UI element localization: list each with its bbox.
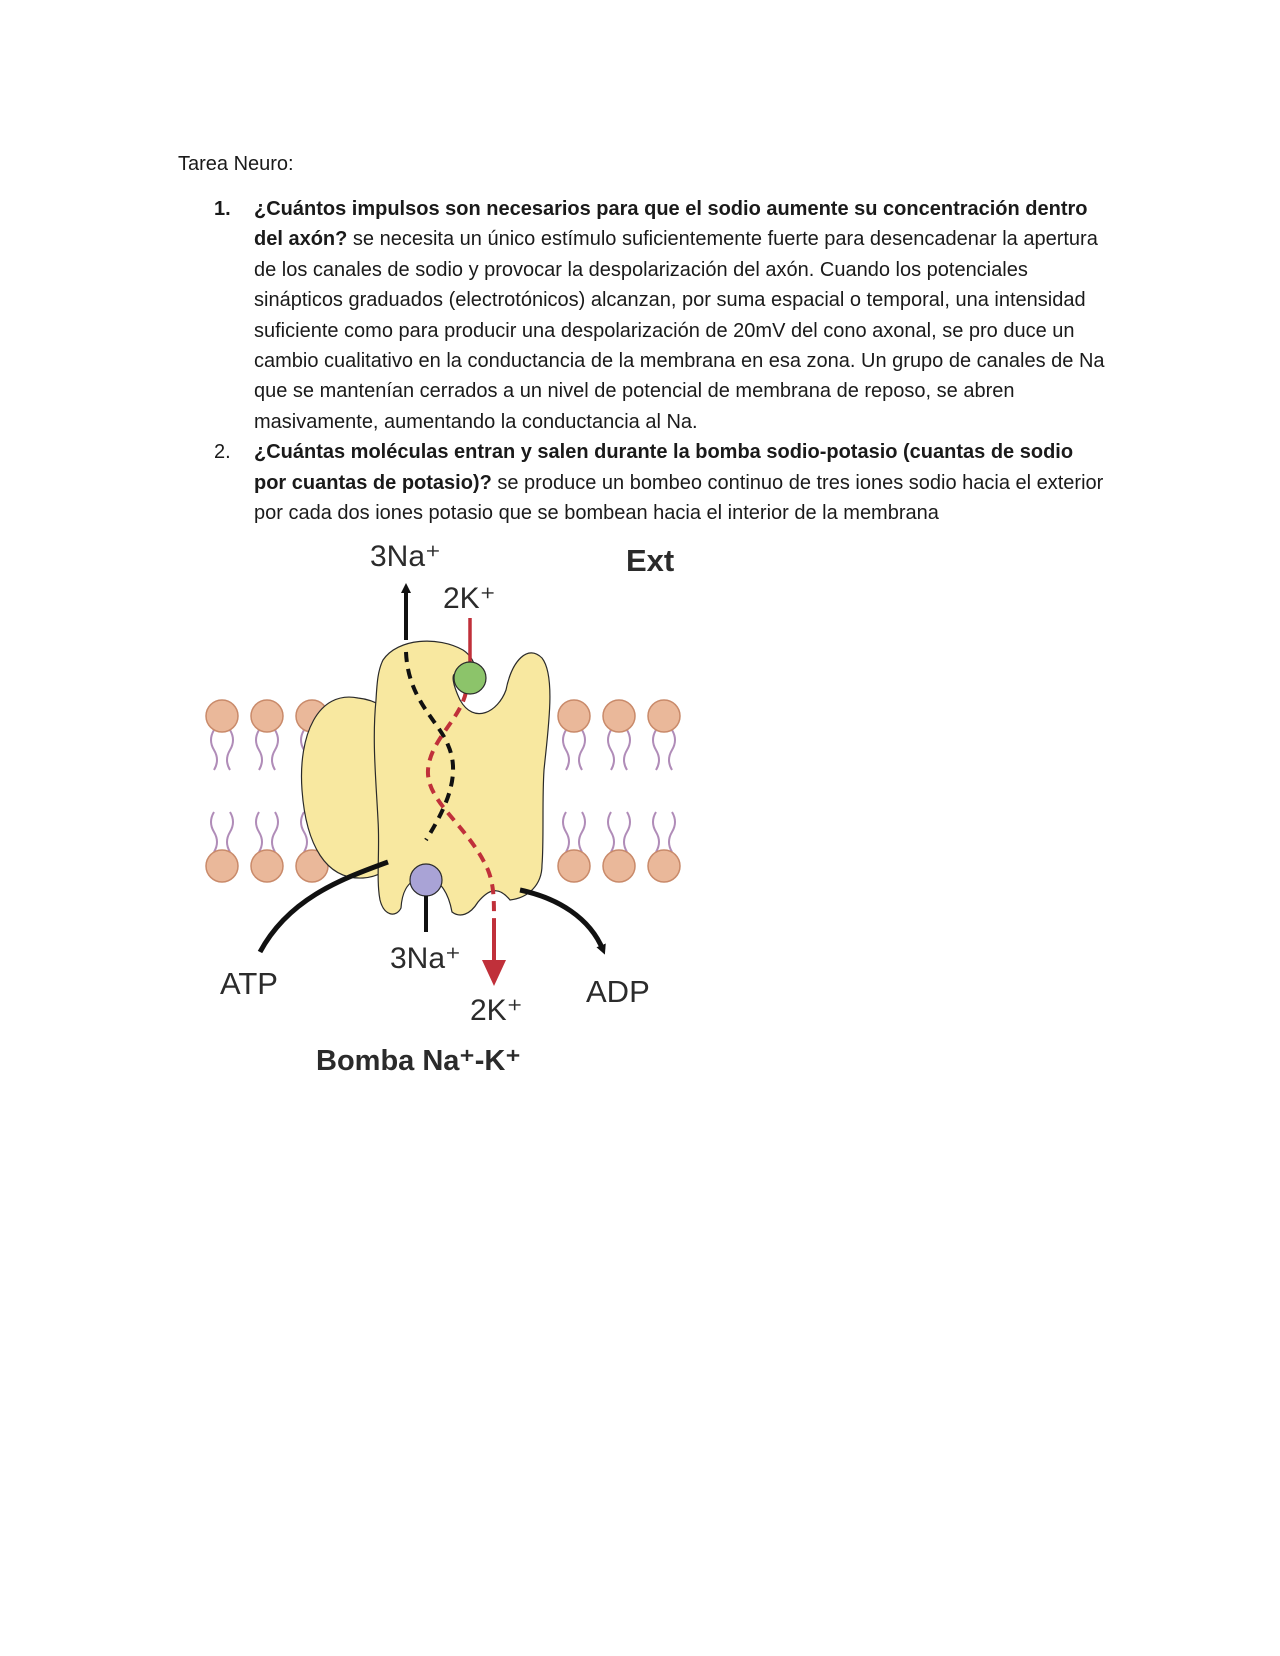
lipid-head (558, 700, 590, 732)
lipid-tail (256, 812, 262, 852)
list-number: 1. (214, 198, 231, 220)
lipid-tail (563, 812, 569, 852)
lipid-tail (608, 730, 614, 770)
lipid-tail (563, 730, 569, 770)
lipid-tail (211, 730, 217, 770)
answer-text: se necesita un único estímulo suficientemente fuerte para desencadenar la apertura de los canales de sodio y provocar la despolarización del axón. Cuando los potenciales sinápticos graduados (electrotónicos) alcanzan, por suma espacial o temporal, una intensidad suficiente como para producir una despolarización de 20mV del cono axonal, se pro duce un cambio cualitativo en la conductancia de la membrana en esa zona. Un grupo de canales de Na que se mantenían cerrados a un nivel de potencial de membrana de reposo, se abren masivamente, aumentando la conductancia al Na. (254, 228, 1105, 433)
list-item (204, 437, 1109, 528)
lipid-tail (624, 730, 630, 770)
lipid-tail (624, 812, 630, 852)
na-out-label: 3Na⁺ (370, 540, 441, 573)
answer-text: se produce un bombeo continuo de tres iones sodio hacia el exterior por cada dos iones potasio que se bombean hacia el interior de la membrana (254, 471, 1104, 525)
atp-label: ATP (220, 966, 278, 1001)
adp-arrow (520, 890, 603, 950)
sodium-potassium-pump-diagram (198, 540, 718, 1130)
lipid-head (603, 700, 635, 732)
lipid-head (206, 850, 238, 882)
lipid-tail (272, 812, 278, 852)
ext-label: Ext (626, 543, 675, 578)
k-in-bottom-label: 2K⁺ (470, 994, 523, 1027)
k-out-top-label: 2K⁺ (443, 582, 496, 615)
na-in-label: 3Na⁺ (390, 942, 461, 975)
lipid-head (603, 850, 635, 882)
lipid-tail (669, 812, 675, 852)
question-text: ¿Cuántos impulsos son necesarios para que el sodio aumente su concentración dentro del axón? (254, 198, 1088, 251)
lipid-tail (653, 812, 659, 852)
document-title: Tarea Neuro: (178, 153, 294, 175)
question-text: ¿Cuántas moléculas entran y salen durante la bomba sodio-potasio (cuantas de sodio por cuantas de potasio)? (254, 441, 1074, 494)
lipid-head (251, 850, 283, 882)
k-binding-site (454, 662, 486, 694)
list-item (204, 194, 1109, 437)
lipid-tail (227, 812, 233, 852)
diagram-caption: Bomba Na⁺-K⁺ (316, 1045, 521, 1077)
lipid-head (648, 850, 680, 882)
list-number: 2. (214, 441, 231, 464)
adp-label: ADP (586, 974, 650, 1009)
lipid-head (206, 700, 238, 732)
lipid-tail (608, 812, 614, 852)
lipid-tail (579, 812, 585, 852)
lipid-tail (579, 730, 585, 770)
lipid-tail (227, 730, 233, 770)
lipid-tail (272, 730, 278, 770)
k-in-arrowhead (482, 960, 506, 986)
lipid-head (558, 850, 590, 882)
question-list (204, 194, 1109, 528)
lipid-tail (211, 812, 217, 852)
pump-diagram-svg (198, 540, 718, 1130)
lipid-head (648, 700, 680, 732)
lipid-head (251, 700, 283, 732)
na-binding-site (410, 864, 442, 896)
lipid-tail (669, 730, 675, 770)
lipid-tail (256, 730, 262, 770)
lipid-tail (653, 730, 659, 770)
